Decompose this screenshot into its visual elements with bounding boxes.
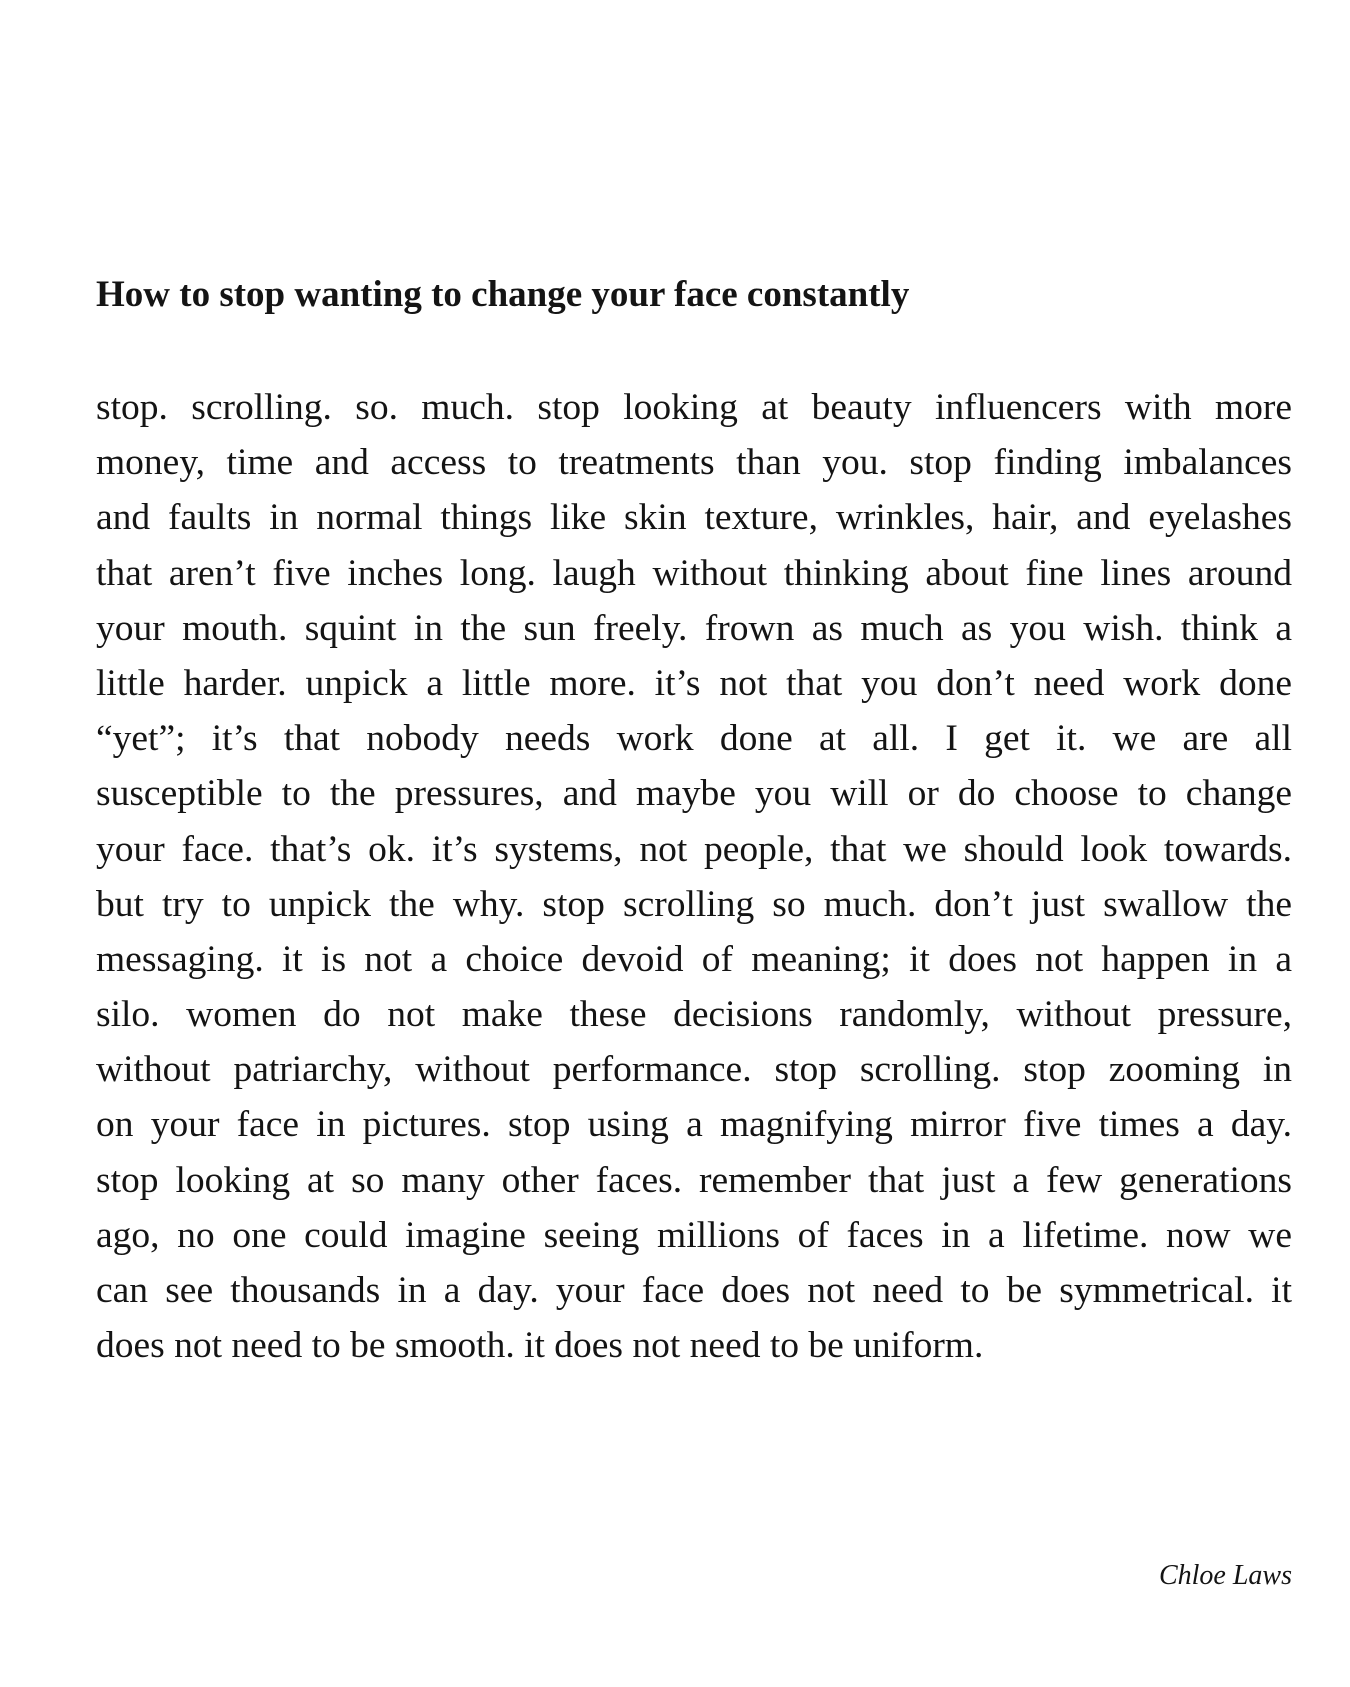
essay-line: your face. that’s ok. it’s systems, not people, that we should look towards. [96,828,1292,870]
essay-line: on your face in pictures. stop using a magnifying mirror five times a day. [96,1104,1292,1146]
document-title: How to stop wanting to change your face constantly [96,274,910,315]
essay-line: silo. women do not make these decisions randomly, without pressure, [96,994,1292,1036]
essay-line: messaging. it is not a choice devoid of meaning; it does not happen in a [96,938,1292,980]
essay-line: and faults in normal things like skin texture, wrinkles, hair, and eyelashes [96,497,1292,539]
author-signature: Chloe Laws [1158,1560,1292,1591]
essay-line: “yet”; it’s that nobody needs work done at all. I get it. we are all [96,718,1292,760]
essay-line: without patriarchy, without performance. stop scrolling. stop zooming in [96,1049,1292,1091]
essay-line: stop looking at so many other faces. remember that just a few generations [96,1159,1292,1201]
essay-line: does not need to be smooth. it does not need to be uniform. [96,1325,984,1367]
essay-line: can see thousands in a day. your face does not need to be symmetrical. it [96,1270,1292,1311]
essay-line: little harder. unpick a little more. it’s not that you don’t need work done [96,662,1292,704]
essay-line: money, time and access to treatments than you. stop finding imbalances [96,442,1292,484]
essay-line: your mouth. squint in the sun freely. frown as much as you wish. think a [96,607,1292,649]
essay-body [96,380,1292,1373]
essay-line: but try to unpick the why. stop scrolling so much. don’t just swallow the [96,883,1292,925]
essay-line: ago, no one could imagine seeing millions of faces in a lifetime. now we [96,1214,1292,1256]
essay-line: susceptible to the pressures, and maybe you will or do choose to change [96,773,1292,815]
essay-line: that aren’t five inches long. laugh without thinking about fine lines around [96,552,1292,594]
essay-line: stop. scrolling. so. much. stop looking at beauty influencers with more [96,387,1292,428]
